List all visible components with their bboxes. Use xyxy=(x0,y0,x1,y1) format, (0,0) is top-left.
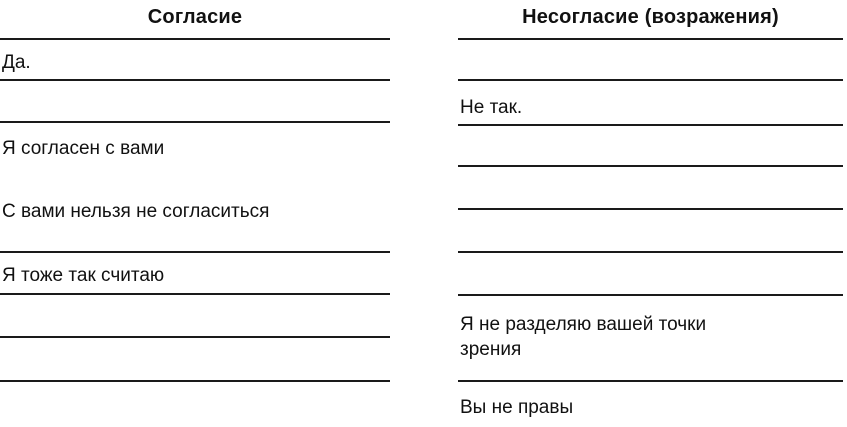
agreement-item: Я тоже так считаю xyxy=(2,265,165,286)
agreement-item: С вами нельзя не согласиться xyxy=(2,201,270,222)
row-divider xyxy=(458,251,843,253)
row-divider xyxy=(458,38,843,40)
row-divider xyxy=(0,79,390,81)
agreement-item: Да. xyxy=(2,52,31,73)
row-divider xyxy=(458,165,843,167)
agreement-header: Согласие xyxy=(147,6,243,28)
disagreement-item-line2: зрения xyxy=(460,339,522,360)
disagreement-header: Несогласие (возражения) xyxy=(522,6,779,28)
row-divider xyxy=(458,124,843,126)
row-divider xyxy=(458,294,843,296)
row-divider xyxy=(0,336,390,338)
row-divider xyxy=(0,380,390,382)
row-divider xyxy=(0,38,390,40)
row-divider xyxy=(458,208,843,210)
row-divider xyxy=(458,79,843,81)
agreement-item: Я согласен с вами xyxy=(2,138,165,159)
row-divider xyxy=(0,121,390,123)
disagreement-item: Вы не правы xyxy=(460,397,574,418)
disagreement-item: Не так. xyxy=(460,97,523,118)
row-divider xyxy=(0,251,390,253)
disagreement-item-line1: Я не разделяю вашей точки xyxy=(460,314,707,335)
row-divider xyxy=(0,293,390,295)
row-divider xyxy=(458,380,843,382)
